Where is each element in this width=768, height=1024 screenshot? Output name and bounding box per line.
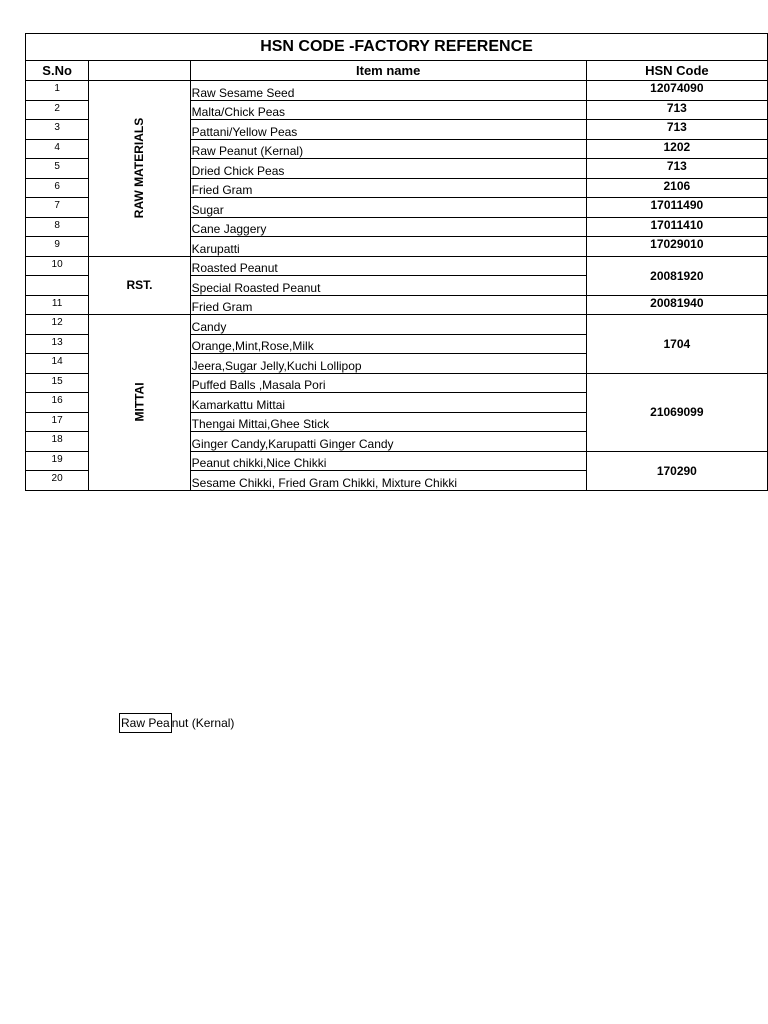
cell-hsn: 713 <box>586 159 767 179</box>
header-category <box>89 61 190 81</box>
cell-item: Karupatti <box>190 237 586 257</box>
cell-item: Malta/Chick Peas <box>190 100 586 120</box>
cell-item: Roasted Peanut <box>190 256 586 276</box>
category-rst: RST. <box>89 256 190 315</box>
cell-item: Thengai Mittai,Ghee Stick <box>190 412 586 432</box>
cell-item: Candy <box>190 315 586 335</box>
cell-hsn: 713 <box>586 120 767 140</box>
cell-item: Sesame Chikki, Fried Gram Chikki, Mixture Chikki <box>190 471 586 491</box>
cell-sno: 15 <box>26 373 89 393</box>
cell-sno: 5 <box>26 159 89 179</box>
category-mittai <box>89 315 190 491</box>
cell-hsn: 2106 <box>586 178 767 198</box>
cell-item: Peanut chikki,Nice Chikki <box>190 451 586 471</box>
cell-hsn: 17011410 <box>586 217 767 237</box>
cell-sno <box>26 276 89 296</box>
cell-item: Orange,Mint,Rose,Milk <box>190 334 586 354</box>
cell-item: Raw Peanut (Kernal) <box>190 139 586 159</box>
cell-hsn: 170290 <box>586 451 767 490</box>
cell-hsn: 713 <box>586 100 767 120</box>
cell-sno: 13 <box>26 334 89 354</box>
cell-sno: 10 <box>26 256 89 276</box>
overflow-text: nut (Kernal) <box>171 716 235 730</box>
cell-item: Jeera,Sugar Jelly,Kuchi Lollipop <box>190 354 586 374</box>
selected-cell[interactable]: Raw Pea <box>119 713 172 733</box>
cell-sno: 16 <box>26 393 89 413</box>
page-title: HSN CODE -FACTORY REFERENCE <box>26 34 768 61</box>
title-row <box>26 34 768 61</box>
header-hsn: HSN Code <box>586 61 767 81</box>
table-row <box>26 256 768 276</box>
cell-sno: 9 <box>26 237 89 257</box>
cell-item: Pattani/Yellow Peas <box>190 120 586 140</box>
cell-sno: 3 <box>26 120 89 140</box>
cell-item: Dried Chick Peas <box>190 159 586 179</box>
cell-sno: 1 <box>26 81 89 101</box>
table-row <box>26 81 768 101</box>
cell-sno: 20 <box>26 471 89 491</box>
cell-hsn: 20081920 <box>586 256 767 295</box>
cell-hsn: 17029010 <box>586 237 767 257</box>
cell-sno: 2 <box>26 100 89 120</box>
cell-hsn: 1704 <box>586 315 767 374</box>
cell-hsn: 12074090 <box>586 81 767 101</box>
cell-item: Kamarkattu Mittai <box>190 393 586 413</box>
cell-item: Fried Gram <box>190 178 586 198</box>
cell-hsn: 20081940 <box>586 295 767 315</box>
cell-sno: 18 <box>26 432 89 452</box>
header-sno: S.No <box>26 61 89 81</box>
cell-item: Puffed Balls ,Masala Pori <box>190 373 586 393</box>
cell-item: Fried Gram <box>190 295 586 315</box>
header-item: Item name <box>190 61 586 81</box>
cell-item: Sugar <box>190 198 586 218</box>
cell-sno: 8 <box>26 217 89 237</box>
cell-sno: 17 <box>26 412 89 432</box>
category-raw-materials <box>89 81 190 257</box>
cell-hsn: 1202 <box>586 139 767 159</box>
category-label: MITTAI <box>132 382 147 422</box>
cell-sno: 4 <box>26 139 89 159</box>
floating-cell-text[interactable] <box>119 713 234 733</box>
cell-hsn: 21069099 <box>586 373 767 451</box>
header-row <box>26 61 768 81</box>
cell-hsn: 17011490 <box>586 198 767 218</box>
cell-sno: 7 <box>26 198 89 218</box>
table-row <box>26 315 768 335</box>
cell-sno: 14 <box>26 354 89 374</box>
cell-item: Cane Jaggery <box>190 217 586 237</box>
hsn-table <box>25 33 768 491</box>
cell-sno: 19 <box>26 451 89 471</box>
cell-item: Ginger Candy,Karupatti Ginger Candy <box>190 432 586 452</box>
cell-item: Raw Sesame Seed <box>190 81 586 101</box>
category-label: RAW MATERIALS <box>132 118 147 219</box>
cell-sno: 11 <box>26 295 89 315</box>
cell-item: Special Roasted Peanut <box>190 276 586 296</box>
cell-sno: 12 <box>26 315 89 335</box>
cell-sno: 6 <box>26 178 89 198</box>
